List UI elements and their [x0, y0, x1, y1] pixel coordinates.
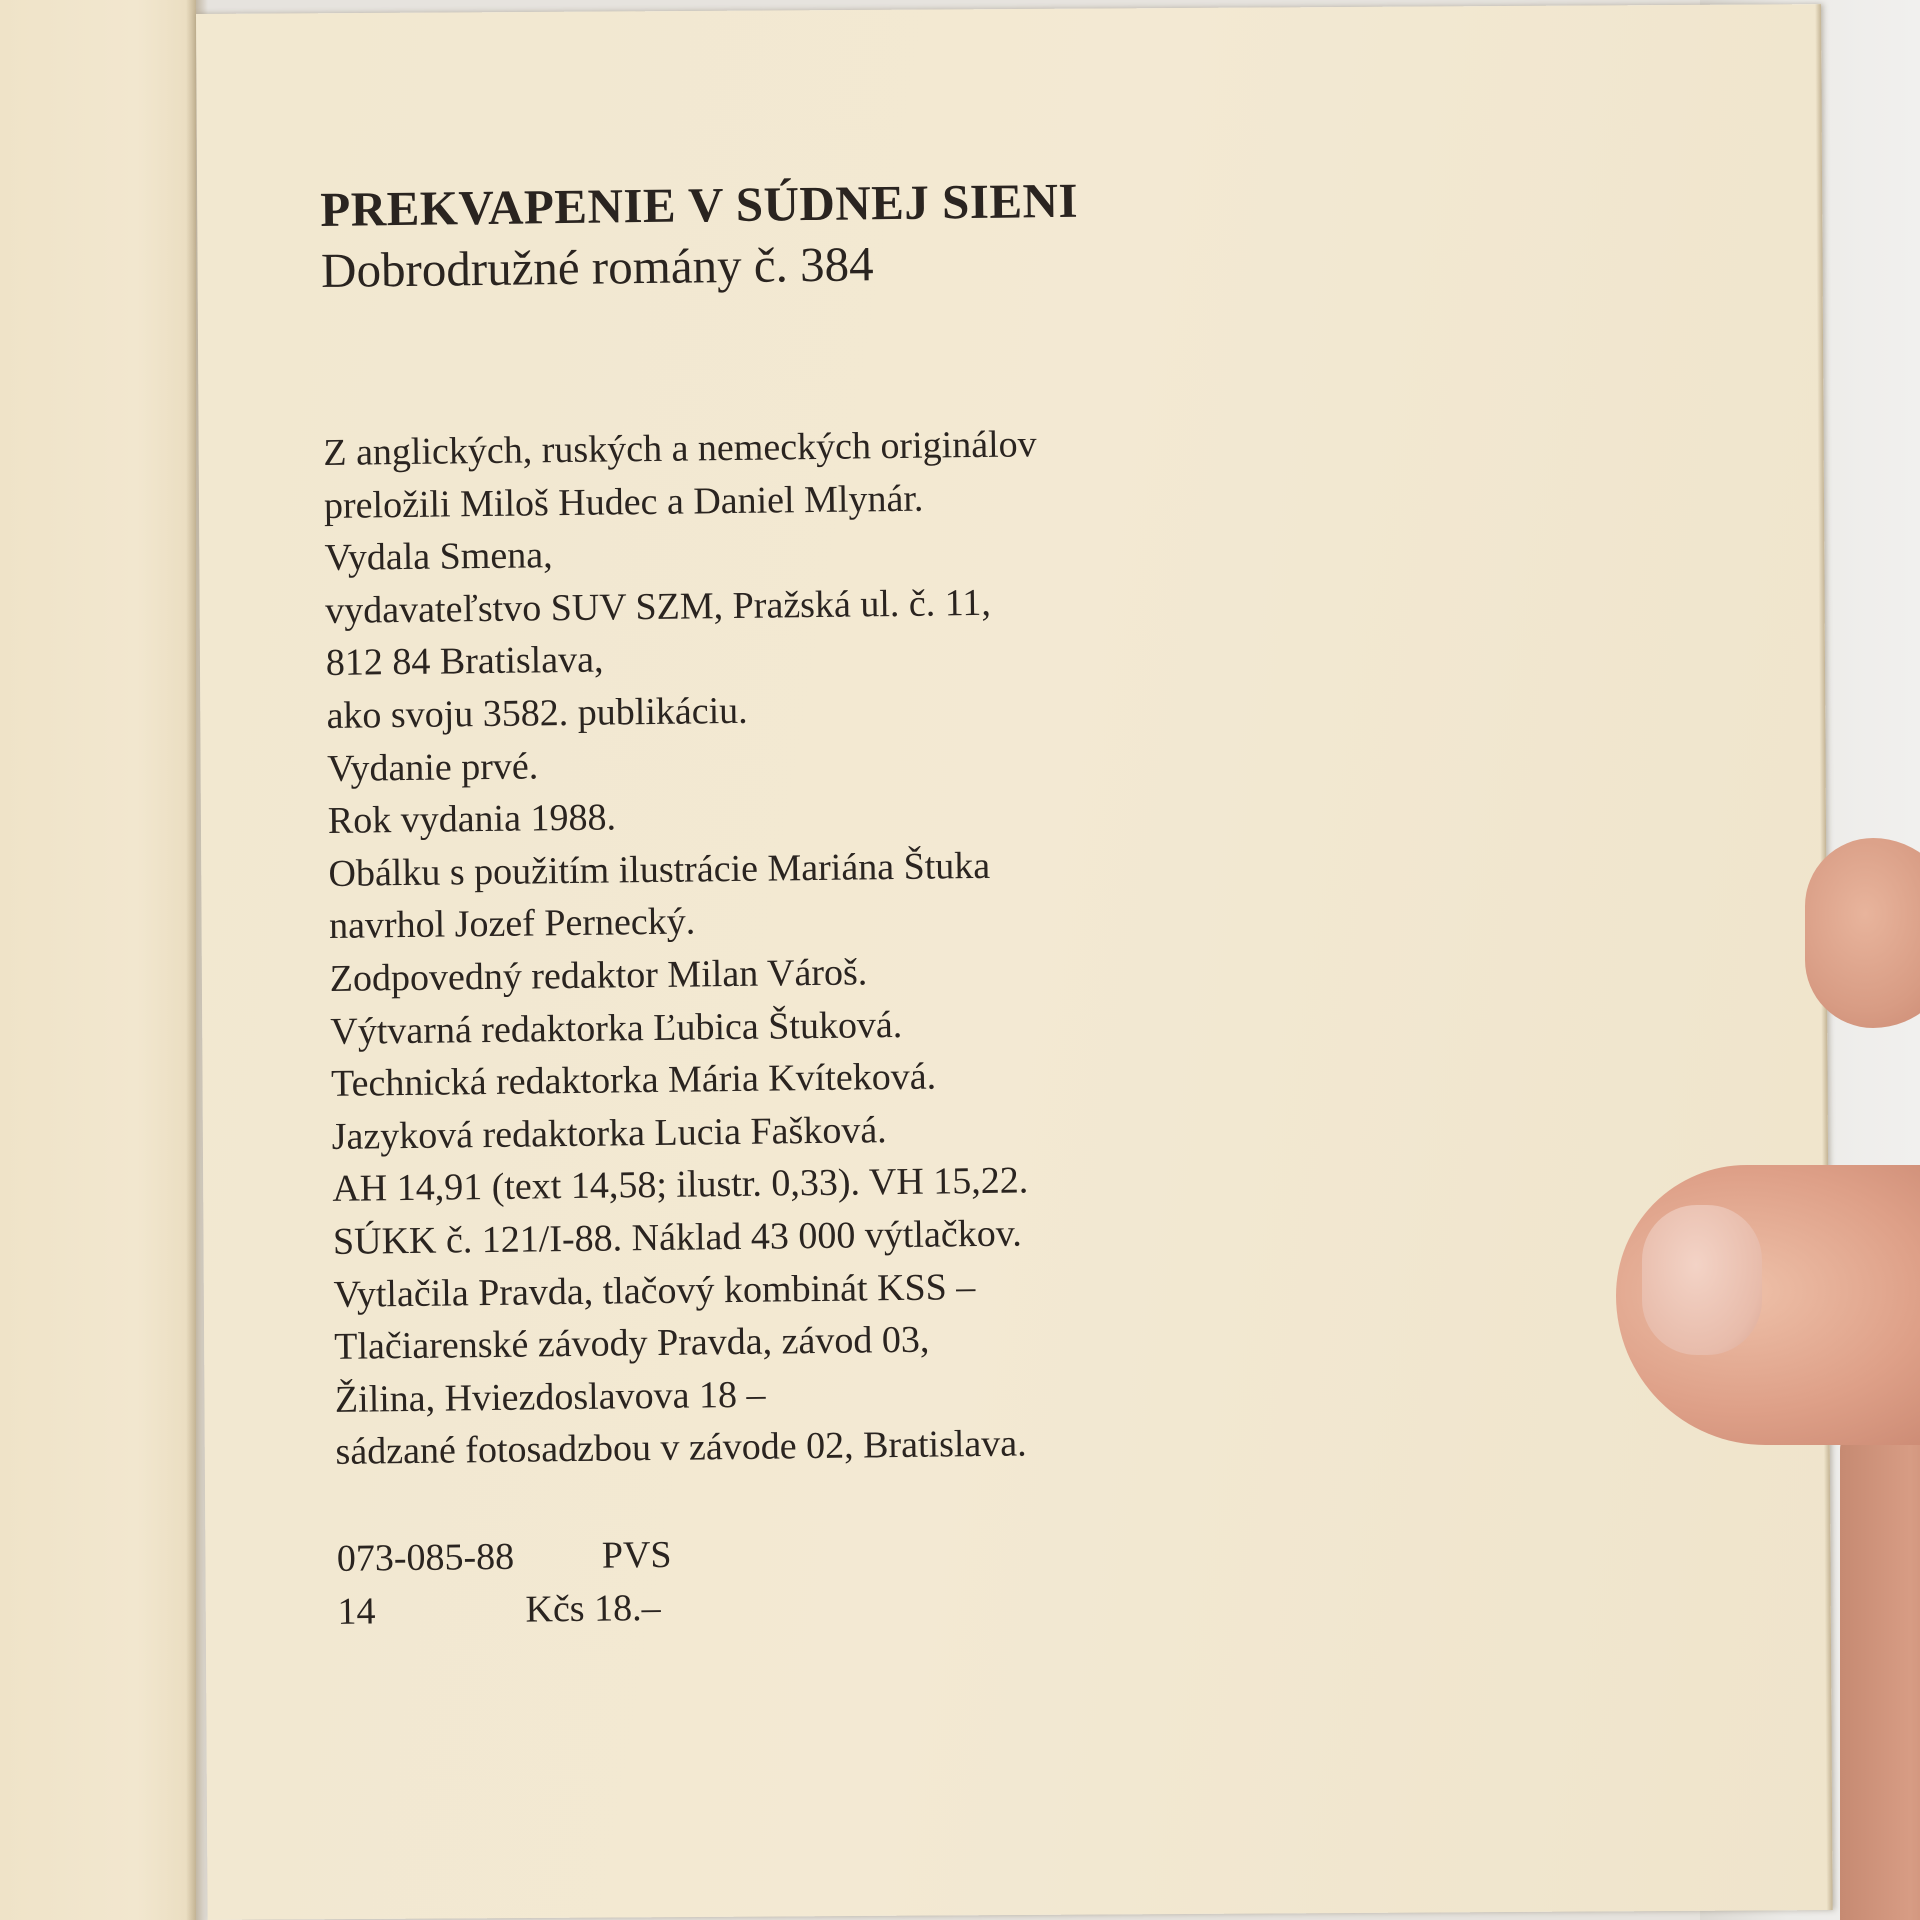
- series-subtitle: Dobrodružné romány č. 384: [320, 236, 874, 298]
- colophon-line: 812 84 Bratislava,: [325, 638, 604, 685]
- colophon-line: Jazyková redaktorka Lucia Fašková.: [331, 1108, 887, 1158]
- colophon-line: Tlačiarenské závody Pravda, závod 03,: [334, 1318, 930, 1369]
- code-row: [337, 1524, 1095, 1586]
- colophon-line: Vydanie prvé.: [326, 744, 539, 790]
- colophon-line: Vydala Smena,: [324, 534, 553, 580]
- colophon-line: Z anglických, ruských a nemeckých originálov: [323, 423, 1037, 474]
- colophon-line: Rok vydania 1988.: [327, 796, 617, 843]
- colophon-line: SÚKK č. 121/I-88. Náklad 43 000 výtlačkov.: [332, 1212, 1022, 1263]
- price: Kčs 18.–: [525, 1586, 661, 1631]
- colophon-line: Obálku s použitím ilustrácie Mariána Štuka: [328, 844, 991, 895]
- lower-finger: [1840, 1420, 1920, 1920]
- catalog-code: 073-085-88: [336, 1535, 515, 1580]
- colophon-line: vydavateľstvo SUV SZM, Pražská ul. č. 11,: [325, 581, 992, 632]
- colophon-line: Žilina, Hviezdoslavova 18 –: [334, 1373, 766, 1421]
- left-page: [0, 0, 196, 1920]
- colophon-line: sádzané fotosadzbou v závode 02, Bratislava.: [335, 1422, 1027, 1474]
- group-number: 14: [337, 1590, 376, 1633]
- colophon-line: navrhol Jozef Pernecký.: [328, 900, 696, 948]
- book-title: PREKVAPENIE V SÚDNEJ SIENI: [320, 172, 1079, 237]
- colophon-line: Výtvarná redaktorka Ľubica Štuková.: [330, 1003, 903, 1053]
- colophon: [323, 418, 1094, 1479]
- colophon-line: Vytlačila Pravda, tlačový kombinát KSS –: [333, 1265, 976, 1316]
- code-row: [337, 1577, 1095, 1639]
- colophon-line: preložili Miloš Hudec a Daniel Mlynár.: [323, 477, 924, 527]
- catalog-tag: PVS: [601, 1533, 672, 1577]
- upper-finger: [1805, 838, 1920, 1028]
- thumbnail: [1642, 1205, 1762, 1355]
- colophon-line: Technická redaktorka Mária Kvíteková.: [330, 1055, 937, 1106]
- holding-hand: [1600, 820, 1920, 1920]
- colophon-line: ako svoju 3582. publikáciu.: [326, 689, 748, 737]
- colophon-line: AH 14,91 (text 14,58; ilustr. 0,33). VH 15,22.: [332, 1159, 1029, 1211]
- publication-codes: [337, 1524, 1096, 1639]
- colophon-line: Zodpovedný redaktor Milan Vároš.: [329, 951, 868, 1000]
- imprint-page-text: [320, 171, 1096, 1639]
